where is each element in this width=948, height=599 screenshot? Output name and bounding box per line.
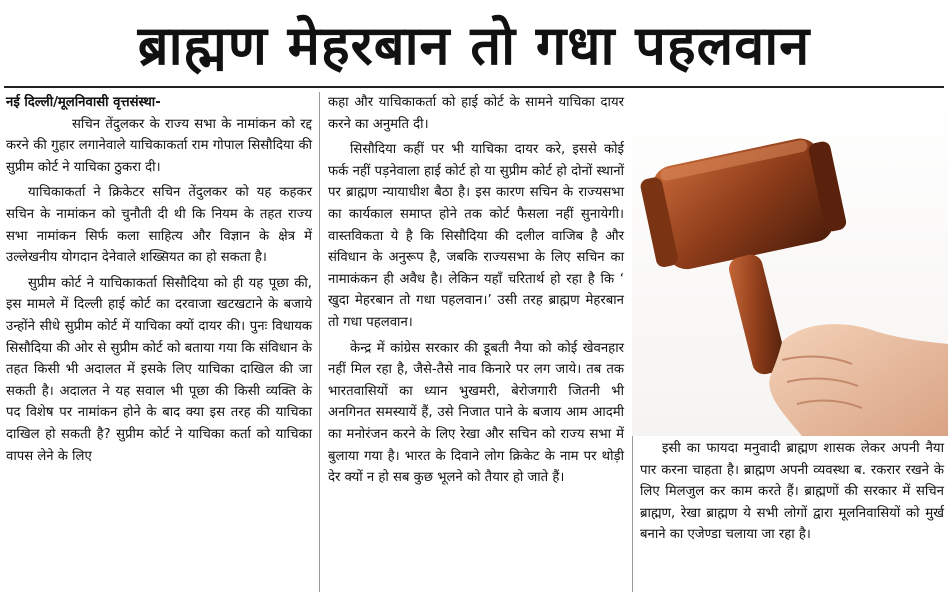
column-divider xyxy=(319,92,320,592)
dateline: नई दिल्ली/मूलनिवासी वृत्तसंस्था- xyxy=(6,95,161,110)
column-1 xyxy=(6,92,312,471)
paragraph: याचिकाकर्ता ने क्रिकेटर सचिन तेंदुलकर को यह कहकर सचिन के नामांकन को चुनौती दी थी कि नियम के तहत राज्य सभा नामांकन सिर्फ कला साहित्य और विज्ञान के क्षेत्र में उल्लेखनीय योगदान देनेवाले शख्सियत का हो सकता है। xyxy=(6,185,312,266)
paragraph: कहा और याचिकाकर्ता को हाई कोर्ट के सामने याचिका दायर करने का अनुमति दी। xyxy=(328,95,624,132)
gavel-in-hand-icon xyxy=(632,92,948,436)
paragraph: सिसौदिया कहीं पर भी याचिका दायर करे, इससे कोई फर्क नहीं पड़नेवाला हाई कोर्ट हो या सुप्रीम कोर्ट हो दोनों स्थानों पर ब्राह्मण न्यायाधीश बैठा है। इस कारण सचिन के राज्यसभा का कार्यकाल समाप्त होने तक कोर्ट फैसला नहीं सुनायेगी। वास्तविकता ये है कि सिसौदिया की दलील वाजिब है और संविधान के अनुरूप है, जबकि राज्यसभा के लिए सचिन का नामाकंकन ही अवैध है। लेकिन यहाँ चरितार्थ हो रहा है कि ‘ खुदा मेहरबान तो गधा पहलवान।’ उसी तरह ब्राह्मण मेहरबान तो गधा पहलवान। xyxy=(328,142,624,330)
headline-rule xyxy=(4,86,944,88)
paragraph: इसी का फायदा मनुवादी ब्राह्मण शासक लेकर अपनी नैया पार करना चाहता है। ब्राह्मण अपनी व्यवस्था ब. रकरार रखने के लिए मिलजुल कर काम करते हैं। ब्राह्मणों की सरकार में सचिन ब्राह्मण, रेखा ब्राह्मण ये सभी लोगों द्वारा मूलनिवासियों को मुर्ख बनाने का एजेण्डा चलाया जा रहा है। xyxy=(640,441,944,543)
paragraph: सचिन तेंदुलकर के राज्य सभा के नामांकन को रद्द करने की गुहार लगानेवाले याचिकाकर्ता राम गोपाल सिसौदिया की सुप्रीम कोर्ट ने याचिका ठुकरा दी। xyxy=(6,116,312,175)
headline: ब्राह्मण मेहरबान तो गधा पहलवान xyxy=(137,14,811,77)
column-2 xyxy=(328,92,624,493)
column-3 xyxy=(640,438,944,550)
paragraph: सुप्रीम कोर्ट ने याचिकाकर्ता सिसौदिया को ही यह पूछा की, इस मामले में दिल्ली हाई कोर्ट का दरवाजा खटखटाने के बजाये उन्होंने सीधे सुप्रीम कोर्ट में याचिका क्यों दायर की। पुनः विधायक सिसौदिया की ओर से सुप्रीम कोर्ट को बताया गया कि संविधान के तहत किसी भी अदालत में इसके लिए याचिका दाखिल की जा सकती है। अदालत ने यह सवाल भी पूछा की किसी व्यक्ति के पद विशेष पर नामांकन होने के बाद क्या इस तरह की याचिका दाखिल हो सकती है? सुप्रीम कोर्ट ने याचिका कर्ता को याचिका वापस लेने के लिए xyxy=(6,275,312,464)
paragraph: केन्द्र में कांग्रेस सरकार की डूबती नैया को कोई खेवनहार नहीं मिल रहा है, जैसे-तैसे नाव किनारे पर लग जाये। तब तक भारतवासियों का ध्यान भुखमरी, बेरोजगारी जितनी भी अनगिनत समस्यायें हैं, उसे निजात पाने के बजाय आम आदमी का मनोरंजन करने के लिए रेखा और सचिन को राज्य सभा में बुलाया गया है। भारत के दिवाने लोग क्रिकेट के नाम पर थोड़ी देर क्यों न हो सब कुछ भूलने को तैयार हो जाते हैं। xyxy=(328,340,624,486)
